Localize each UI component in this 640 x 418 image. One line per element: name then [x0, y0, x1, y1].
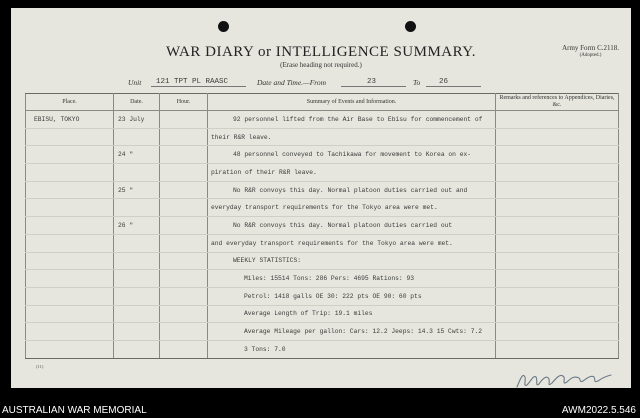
from-underline	[341, 86, 406, 87]
army-form-number	[562, 45, 619, 58]
place-cell	[26, 199, 114, 217]
date-cell	[114, 270, 160, 288]
remarks-cell	[496, 111, 619, 129]
column-header-summary: Summary of Events and Information.	[208, 94, 496, 111]
hour-cell	[160, 199, 208, 217]
remarks-cell	[496, 252, 619, 270]
summary-cell	[208, 146, 496, 164]
summary-cell	[208, 252, 496, 270]
summary-cell	[208, 199, 496, 217]
table-row	[26, 146, 619, 164]
remarks-cell	[496, 164, 619, 182]
place-cell	[26, 252, 114, 270]
form-title: WAR DIARY or INTELLIGENCE SUMMARY.	[166, 44, 476, 60]
summary-cell-text: No R&R convoys this day. Normal platoon duties carried out	[233, 221, 453, 229]
hour-cell	[160, 305, 208, 323]
table-row	[26, 128, 619, 146]
summary-cell-text: No R&R convoys this day. Normal platoon duties carried out and	[233, 186, 468, 194]
remarks-cell	[496, 340, 619, 358]
summary-cell	[208, 217, 496, 235]
summary-cell	[208, 305, 496, 323]
date-cell	[114, 128, 160, 146]
remarks-cell	[496, 128, 619, 146]
place-cell	[26, 323, 114, 341]
summary-cell	[208, 323, 496, 341]
table-row	[26, 181, 619, 199]
summary-cell	[208, 181, 496, 199]
summary-cell-text: Miles: 15514 Tons: 286 Pers: 4695 Rations: 93	[244, 275, 415, 283]
archive-caption: AUSTRALIAN WAR MEMORIAL	[2, 405, 147, 416]
column-header-remarks: Remarks and references to Appendices, Diaries, &c.	[496, 94, 619, 111]
place-cell	[26, 305, 114, 323]
summary-cell-text: their R&R leave.	[211, 133, 272, 141]
hour-cell	[160, 111, 208, 129]
summary-cell-text: and everyday transport requirements for the Tokyo area were met.	[211, 239, 453, 247]
date-cell-text: 23 July	[118, 115, 145, 123]
remarks-cell	[496, 217, 619, 235]
summary-cell	[208, 234, 496, 252]
table-row	[26, 252, 619, 270]
table-row	[26, 217, 619, 235]
date-cell	[114, 287, 160, 305]
date-cell	[114, 234, 160, 252]
unit-underline	[151, 86, 246, 87]
date-cell	[114, 340, 160, 358]
date-cell	[114, 199, 160, 217]
hour-cell	[160, 128, 208, 146]
unit-label: Unit	[128, 78, 142, 87]
place-cell	[26, 128, 114, 146]
summary-cell	[208, 340, 496, 358]
date-cell-text: 26 "	[118, 221, 134, 229]
date-cell	[114, 146, 160, 164]
summary-cell-text: piration of their R&R leave.	[211, 168, 317, 176]
summary-cell	[208, 270, 496, 288]
place-cell	[26, 234, 114, 252]
place-cell	[26, 287, 114, 305]
date-time-label: Date and Time.—From	[257, 78, 327, 87]
place-cell	[26, 111, 114, 129]
summary-cell-text: everyday transport requirements for the Tokyo area were met.	[211, 204, 438, 212]
archive-reference: AWM2022.5.546	[561, 405, 636, 416]
form-adopted-text: (Adopted.)	[579, 52, 602, 58]
from-value: 23	[367, 78, 377, 86]
table-row	[26, 323, 619, 341]
form-number-text: Army Form C.2118.	[562, 44, 619, 52]
remarks-cell	[496, 305, 619, 323]
remarks-cell	[496, 234, 619, 252]
hour-cell	[160, 287, 208, 305]
remarks-cell	[496, 146, 619, 164]
hour-cell	[160, 234, 208, 252]
remarks-cell	[496, 287, 619, 305]
summary-cell-text: 3 Tons: 7.0	[244, 345, 286, 353]
date-cell	[114, 305, 160, 323]
table-row	[26, 287, 619, 305]
hour-cell	[160, 340, 208, 358]
date-cell	[114, 181, 160, 199]
to-label: To	[413, 78, 421, 87]
table-row	[26, 111, 619, 129]
date-cell	[114, 111, 160, 129]
hour-cell	[160, 323, 208, 341]
date-cell	[114, 217, 160, 235]
punch-hole	[218, 21, 229, 32]
place-cell-text: EBISU, TOKYO	[34, 115, 80, 123]
punch-hole	[405, 21, 416, 32]
to-value: 26	[439, 78, 449, 86]
table-header-row	[26, 94, 619, 111]
summary-cell-text: Average Mileage per gallon: Cars: 12.2 Jeeps: 14.3 15 Cwts: 7.2	[244, 328, 483, 336]
form-code: (11)	[36, 364, 44, 369]
remarks-cell	[496, 181, 619, 199]
summary-cell-text: 48 personnel conveyed to Tachikawa for movement to Korea on ex-	[233, 151, 472, 159]
summary-cell-text: WEEKLY STATISTICS:	[233, 257, 302, 265]
date-cell	[114, 164, 160, 182]
summary-cell-text: Petrol: 1418 galls OE 30: 222 pts OE 90: 60 pts	[244, 292, 422, 300]
place-cell	[26, 146, 114, 164]
hour-cell	[160, 146, 208, 164]
diary-sheet	[11, 8, 631, 388]
summary-cell	[208, 111, 496, 129]
date-cell	[114, 323, 160, 341]
table-row	[26, 199, 619, 217]
table-row	[26, 164, 619, 182]
column-header-place: Place.	[26, 94, 114, 111]
table-row	[26, 340, 619, 358]
summary-cell	[208, 128, 496, 146]
summary-cell	[208, 287, 496, 305]
hour-cell	[160, 217, 208, 235]
remarks-cell	[496, 199, 619, 217]
summary-cell	[208, 164, 496, 182]
summary-cell-text: Average Length of Trip: 19.1 miles	[244, 310, 373, 318]
table-row	[26, 270, 619, 288]
column-header-hour: Hour.	[160, 94, 208, 111]
hour-cell	[160, 164, 208, 182]
table-row	[26, 305, 619, 323]
handwritten-signature	[509, 363, 619, 393]
hour-cell	[160, 181, 208, 199]
place-cell	[26, 340, 114, 358]
remarks-cell	[496, 270, 619, 288]
place-cell	[26, 164, 114, 182]
place-cell	[26, 217, 114, 235]
place-cell	[26, 270, 114, 288]
diary-table	[25, 93, 619, 359]
unit-value: 121 TPT PL RAASC	[156, 78, 229, 86]
hour-cell	[160, 252, 208, 270]
remarks-cell	[496, 323, 619, 341]
date-cell	[114, 252, 160, 270]
to-underline	[426, 86, 481, 87]
summary-cell-text: 92 personnel lifted from the Air Base to Ebisu for commencement of	[233, 115, 483, 123]
date-cell-text: 25 "	[118, 186, 134, 194]
hour-cell	[160, 270, 208, 288]
form-subtitle: (Erase heading not required.)	[280, 61, 362, 69]
column-header-date: Date.	[114, 94, 160, 111]
date-cell-text: 24 "	[118, 151, 134, 159]
place-cell	[26, 181, 114, 199]
table-row	[26, 234, 619, 252]
